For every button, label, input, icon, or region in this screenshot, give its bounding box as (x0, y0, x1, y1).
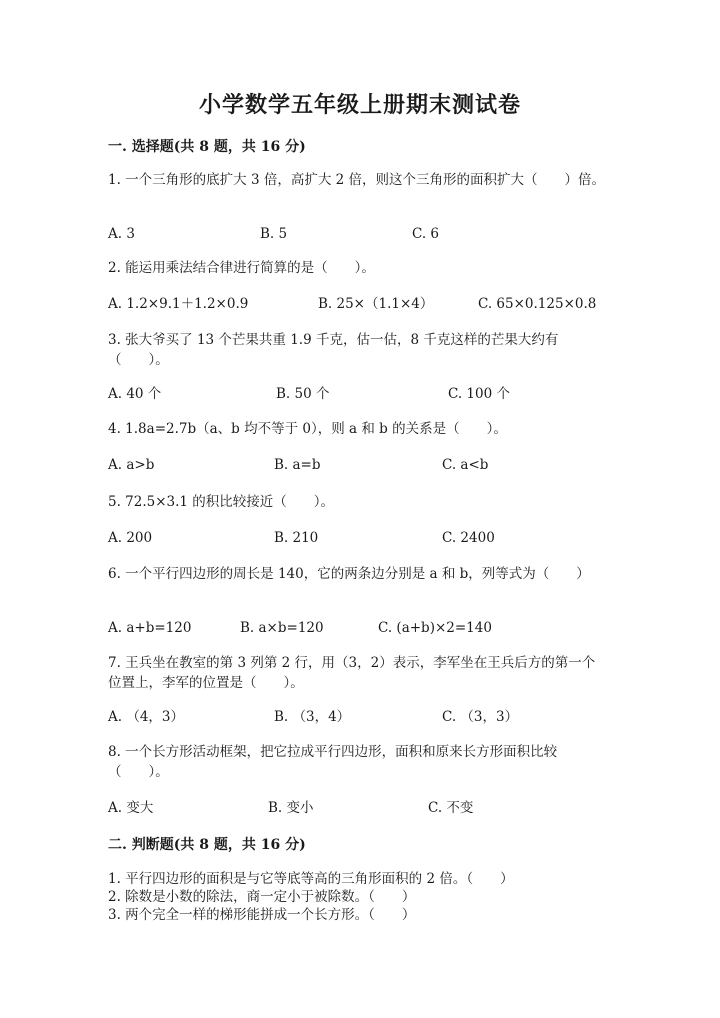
judge-question-3: 3. 两个完全一样的梯形能拼成一个长方形。（ ） (108, 907, 416, 923)
section-heading-choice: 一. 选择题(共 8 题，共 16 分) (108, 139, 306, 155)
option-c: C. 不变 (428, 800, 474, 816)
option-b: B. 5 (260, 226, 288, 242)
option-b: B. a=b (274, 457, 321, 473)
question-4: 4. 1.8a=2.7b（a、b 均不等于 0），则 a 和 b 的关系是（ ）。 (108, 421, 507, 437)
question-7: 7. 王兵坐在教室的第 3 列第 2 行，用（3，2）表示，李军坐在王兵后方的第一个位置上，李军的位置是（ ）。 (108, 655, 596, 691)
option-b: B. 210 (274, 530, 319, 546)
option-a: A. 3 (108, 226, 135, 242)
option-b: B. 25×（1.1×4） (318, 296, 434, 312)
question-5: 5. 72.5×3.1 的积比较接近（ ）。 (108, 494, 335, 510)
option-a: A. 40 个 (108, 386, 162, 402)
option-a: A. 变大 (108, 800, 154, 816)
option-c: C. （3，3） (442, 709, 519, 725)
exam-title: 小学数学五年级上册期末测试卷 (198, 92, 521, 118)
option-a: A. a>b (108, 457, 155, 473)
option-c: C. 65×0.125×0.8 (478, 296, 597, 312)
question-8: 8. 一个长方形活动框架，把它拉成平行四边形，面积和原来长方形面积比较（ ）。 (108, 744, 558, 780)
option-b: B. （3，4） (274, 709, 351, 725)
option-a: A. a+b=120 (108, 620, 192, 636)
option-c: C. 6 (412, 226, 440, 242)
option-a: A. 1.2×9.1＋1.2×0.9 (108, 296, 249, 312)
option-a: A. 200 (108, 530, 153, 546)
judge-question-2: 2. 除数是小数的除法，商一定小于被除数。（ ） (108, 889, 416, 905)
question-3: 3. 张大爷买了 13 个芒果共重 1.9 千克，估一估，8 千克这样的芒果大约有（ ）。 (108, 332, 559, 368)
section-heading-judge: 二. 判断题(共 8 题，共 16 分) (108, 837, 306, 853)
option-c: C. 100 个 (448, 386, 510, 402)
option-c: C. a<b (442, 457, 489, 473)
option-b: B. 50 个 (276, 386, 330, 402)
option-a: A. （4，3） (108, 709, 185, 725)
option-c: C. 2400 (442, 530, 495, 546)
option-b: B. 变小 (268, 800, 314, 816)
question-6: 6. 一个平行四边形的周长是 140，它的两条边分别是 a 和 b，列等式为（ ） (108, 566, 590, 582)
question-2: 2. 能运用乘法结合律进行简算的是（ ）。 (108, 260, 375, 276)
question-1: 1. 一个三角形的底扩大 3 倍，高扩大 2 倍，则这个三角形的面积扩大（ ）倍。 (108, 172, 606, 188)
judge-question-1: 1. 平行四边形的面积是与它等底等高的三角形面积的 2 倍。（ ） (108, 871, 514, 887)
option-b: B. a×b=120 (240, 620, 324, 636)
option-c: C. (a+b)×2=140 (378, 620, 492, 636)
